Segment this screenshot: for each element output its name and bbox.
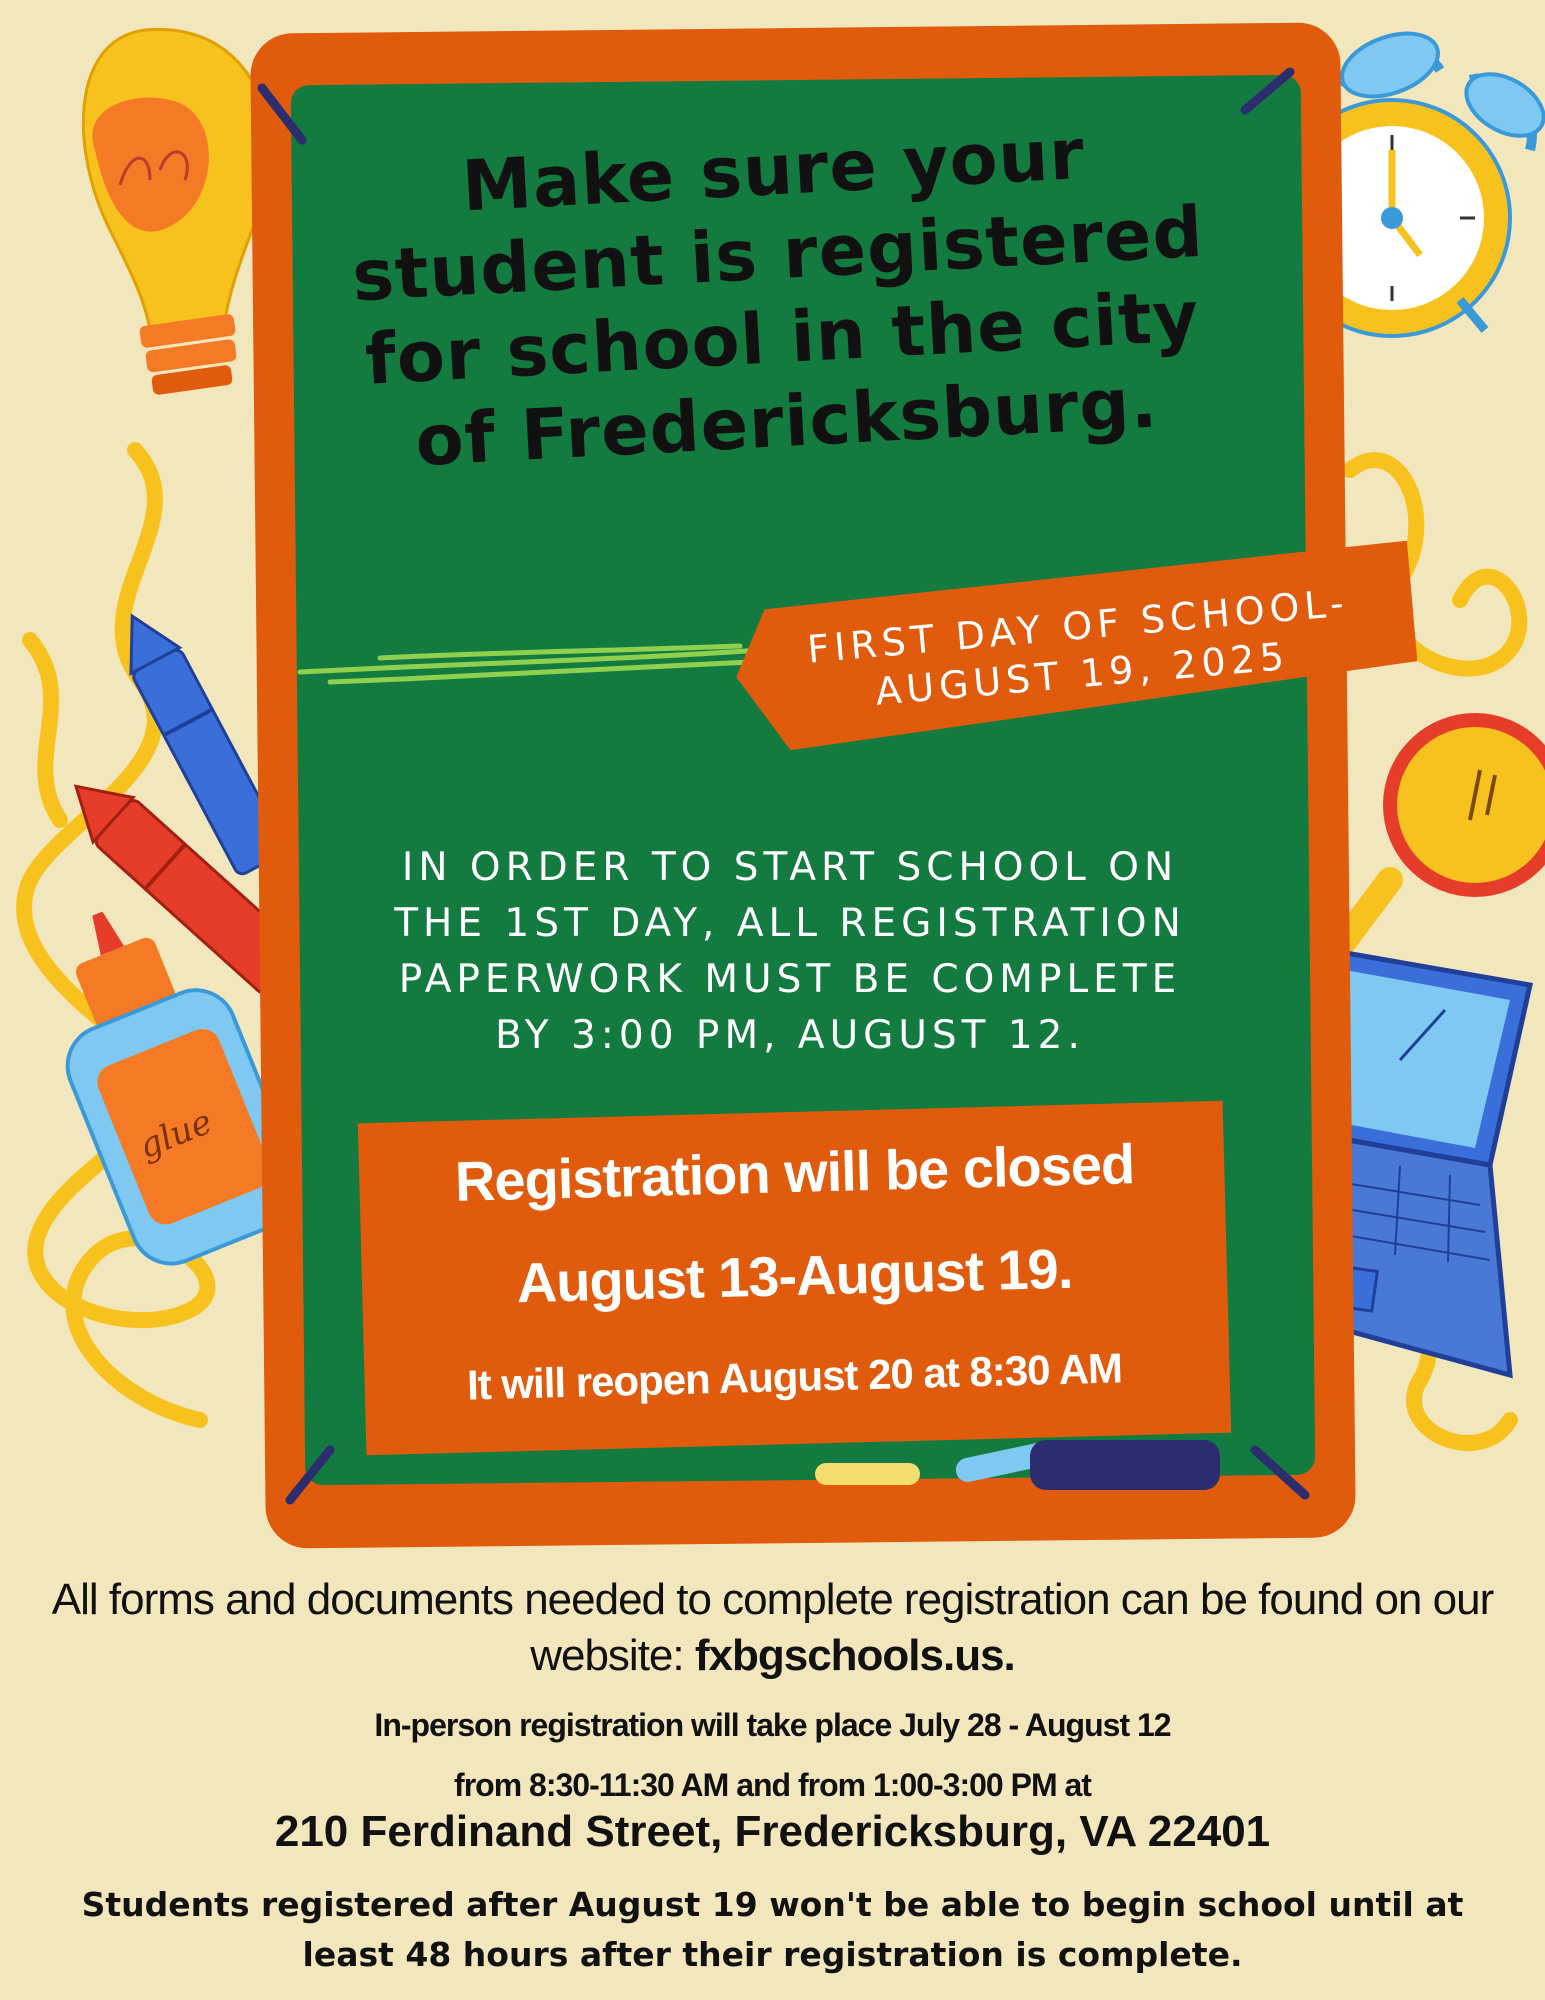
chalk-pieces bbox=[815, 1440, 1056, 1485]
reopen-notice: It will reopen August 20 at 8:30 AM bbox=[466, 1344, 1123, 1409]
chalk-underline bbox=[300, 646, 760, 682]
registration-closed-line1: Registration will be closed bbox=[454, 1132, 1135, 1213]
in-person-registration-info: In-person registration will take place July 28 - August 12 from 8:30-11:30 AM and from 1:00-3:00 PM at bbox=[374, 1707, 1171, 1803]
first-day-text: FIRST DAY OF SCHOOL- AUGUST 19, 2025 bbox=[805, 580, 1351, 714]
registration-closed-line2: August 13-August 19. bbox=[515, 1236, 1074, 1315]
registration-address: 210 Ferdinand Street, Fredericksburg, VA 22401 bbox=[274, 1807, 1271, 1856]
glue-label: glue bbox=[133, 1101, 218, 1167]
website-link[interactable]: fxbgschools.us. bbox=[694, 1631, 1015, 1680]
headline: Make sure your student is registered for school in the city of Fredericksburg. bbox=[350, 112, 1206, 483]
deadline-notice: IN ORDER TO START SCHOOL ON THE 1ST DAY, ALL REGISTRATION PAPERWORK MUST BE COMPLETE BY 3:00 PM, AUGUST 12. bbox=[394, 845, 1186, 1058]
website-info-text: All forms and documents needed to complete registration can be found on our website: bbox=[51, 1575, 1494, 1680]
website-info bbox=[20, 1572, 1525, 1684]
late-registration-note: Students registered after August 19 won't be able to begin school until at least 48 hours after their registration is complete. bbox=[81, 1885, 1464, 1974]
chalk-eraser bbox=[1030, 1440, 1220, 1490]
